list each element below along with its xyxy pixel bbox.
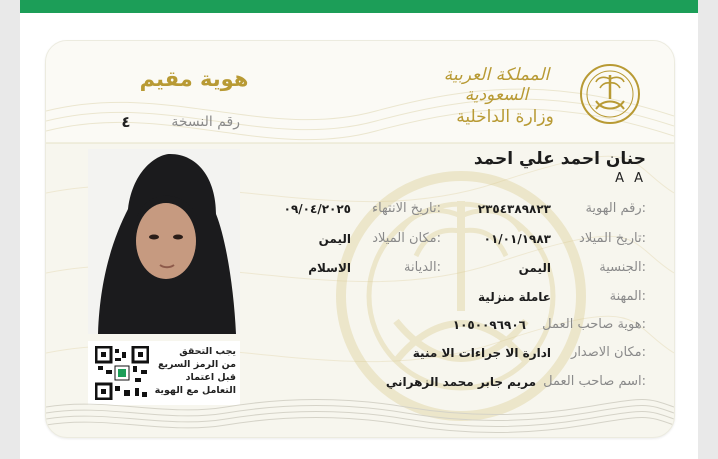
resident-id-card <box>45 40 675 438</box>
card-title: هوية مقيم <box>139 67 249 91</box>
ministry-name: وزارة الداخلية <box>456 107 554 127</box>
kingdom-name: المملكة العربية السعودية <box>443 65 550 105</box>
nationality-label: الجنسية: <box>599 260 646 275</box>
holder-name-english: A A <box>615 171 646 186</box>
religion-value: الاسلام <box>308 261 351 275</box>
issue-place-value: ادارة الا جراءات الا منية <box>412 346 551 360</box>
birth-date-value: ٠١/٠١/١٩٨٣ <box>483 232 551 246</box>
id-number-value: ٢٣٥٤٣٨٩٨٢٣ <box>477 202 551 216</box>
occupation-value: عاملة منزلية <box>478 290 551 304</box>
issue-place-label: مكان الاصدار: <box>571 345 646 360</box>
top-green-bar <box>20 0 698 13</box>
employer-name-value: مريم جابر محمد الزهراني <box>385 375 536 389</box>
birth-place-label: مكان الميلاد: <box>372 231 441 246</box>
holder-photo <box>88 149 240 334</box>
expiry-date-label: تاريخ الانتهاء: <box>371 201 441 216</box>
expiry-date-value: ٠٩/٠٤/٢٠٢٥ <box>283 202 351 216</box>
employer-id-label: هوية صاحب العمل: <box>542 317 646 332</box>
saudi-emblem-icon <box>579 63 641 125</box>
id-number-label: رقم الهوية: <box>585 201 646 216</box>
bottom-guilloche-pattern <box>46 393 674 437</box>
qr-verification-note: يجب التحقق من الرمز السريع قبل اعتماد التعامل مع الهوية <box>154 346 236 396</box>
employer-id-value: ١٠٥٠٠٩٦٩٠٦ <box>452 318 526 332</box>
employer-name-label: اسم صاحب العمل: <box>543 374 646 389</box>
copy-number-label: رقم النسخة <box>171 114 240 130</box>
nationality-value: اليمن <box>518 261 551 275</box>
qr-code-icon[interactable] <box>95 346 149 400</box>
holder-name-arabic: حنان احمد علي احمد <box>473 149 646 169</box>
birth-place-value: اليمن <box>318 232 351 246</box>
occupation-label: المهنة: <box>609 289 646 304</box>
document-page <box>20 0 698 459</box>
religion-label: الديانة: <box>404 260 441 275</box>
copy-number-value: ٤ <box>121 113 131 131</box>
birth-date-label: تاريخ الميلاد: <box>579 231 646 246</box>
